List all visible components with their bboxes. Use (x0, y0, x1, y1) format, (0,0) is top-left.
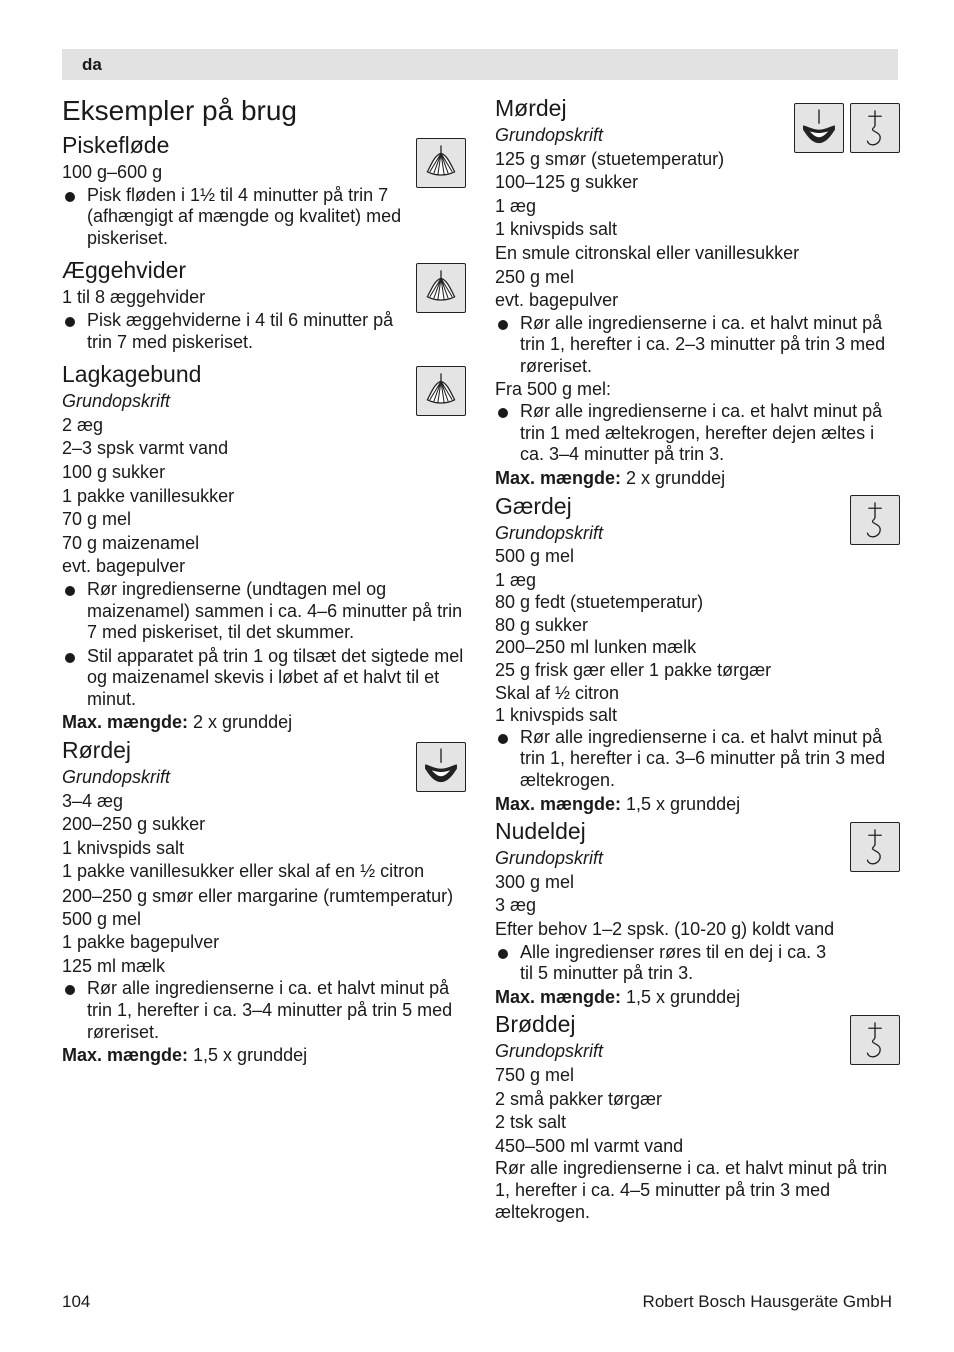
icon-group (850, 1015, 900, 1065)
max-label: Max. mængde: (62, 1045, 189, 1066)
ingredient-line: 25 g frisk gær eller 1 pakke tørgær (495, 660, 772, 681)
beater-icon (416, 742, 466, 792)
section-title: Gærdej (495, 492, 572, 519)
ingredient-line: 750 g mel (495, 1064, 575, 1085)
instruction-bullet: Pisk æggehviderne i 4 til 6 minutter på trin 7 med piskeriset. (62, 310, 466, 353)
section-rordej (62, 735, 466, 1068)
max-amount (62, 1044, 466, 1068)
section-lagkagebund (62, 359, 466, 735)
ingredient-line: 250 g mel (495, 266, 575, 287)
ingredient-line: 70 g maizenamel (62, 532, 200, 553)
ingredient-line: En smule citronskal eller vanillesukker (495, 242, 800, 263)
section-gaerdej (495, 491, 900, 817)
section-piskeflode (62, 130, 466, 249)
ingredient-line: 1 pakke bagepulver (62, 932, 220, 953)
recipe-subtitle: Grundopskrift (495, 125, 604, 145)
ingredient-line: 1 til 8 æggehvider (62, 287, 206, 308)
ingredient-line: 100 g–600 g (62, 162, 163, 182)
ingredient-line: 1 pakke vanillesukker (62, 485, 235, 506)
ingredient-line: 125 ml mælk (62, 955, 166, 976)
ingredient-line: 80 g fedt (stuetemperatur) (495, 592, 704, 613)
section-title: Nudeldej (495, 818, 586, 845)
left-column (62, 92, 466, 1068)
ingredient-line: 3 æg (495, 895, 537, 916)
max-label: Max. mængde: (62, 712, 189, 733)
max-value: 1,5 x grunddej (621, 986, 741, 1007)
section-title: Æggehvider (62, 257, 187, 284)
dough-hook-icon (850, 1015, 900, 1065)
language-code: da (82, 55, 102, 74)
whisk-icon (416, 138, 466, 188)
instruction-bullet: Rør alle ingredienserne i ca. et halvt minut på trin 1, herefter i ca. 3–6 minutter på trin 3 med æltekrogen. (495, 727, 900, 792)
section-title: Rørdej (62, 737, 132, 764)
section-title: Brøddej (495, 1011, 576, 1038)
ingredient-line: evt. bagepulver (62, 556, 186, 577)
ingredient-line: 3–4 æg (62, 790, 124, 811)
page-title: Eksempler på brug (62, 95, 298, 126)
ingredient-line: 300 g mel (495, 871, 575, 892)
ingredient-line: 2–3 spsk varmt vand (62, 438, 229, 459)
max-label: Max. mængde: (495, 467, 622, 488)
page-number: 104 (62, 1292, 91, 1311)
language-bar (62, 49, 898, 80)
icon-group (850, 822, 900, 872)
ingredient-line: 2 æg (62, 414, 104, 435)
ingredient-line: Efter behov 1–2 spsk. (10-20 g) koldt vand (495, 919, 835, 939)
recipe-subtitle: Grundopskrift (62, 391, 171, 412)
icon-group (794, 103, 900, 153)
max-amount (495, 793, 900, 817)
ingredient-line: 100–125 g sukker (495, 172, 639, 193)
ingredient-line: 1 pakke vanillesukker eller skal af en ½ citron (62, 861, 425, 882)
recipe-subtitle: Grundopskrift (62, 767, 171, 788)
ingredient-line: 70 g mel (62, 509, 132, 530)
section-title: Piskefløde (62, 132, 170, 158)
icon-group (416, 138, 466, 188)
dough-hook-icon (850, 822, 900, 872)
max-amount (495, 986, 900, 1010)
instruction-bullet: Rør alle ingredienserne i ca. et halvt minut på trin 1, herefter i ca. 3–4 minutter på trin 5 med røreriset. (62, 978, 466, 1043)
instruction-bullet: Rør ingredienserne (undtagen mel og maizenamel) sammen i ca. 4–6 minutter på trin 7 med piskeriset, til det skummer. (62, 579, 466, 644)
ingredient-line: 450–500 ml varmt vand (495, 1135, 684, 1156)
ingredient-line: 200–250 g smør eller margarine (rumtemperatur) (62, 886, 454, 907)
dough-hook-icon (850, 495, 900, 545)
recipe-subtitle: Grundopskrift (495, 522, 604, 543)
dough-hook-icon (850, 103, 900, 153)
section-title: Mørdej (495, 95, 567, 121)
max-value: 1,5 x grunddej (621, 793, 741, 814)
ingredient-line: 80 g sukker (495, 614, 589, 635)
note-line: Fra 500 g mel: (495, 378, 612, 399)
instruction-bullet: Rør alle ingredienserne i ca. et halvt minut på trin 1 med æltekrogen, herefter dejen æltes i ca. 3–4 minutter på trin 3. (495, 401, 900, 466)
ingredient-line: 200–250 g sukker (62, 814, 206, 835)
icon-group (850, 495, 900, 545)
instruction-paragraph: Rør alle ingredienserne i ca. et halvt minut på trin 1, herefter i ca. 4–5 minutter på trin 3 med æltekrogen. (495, 1158, 888, 1222)
section-title: Lagkagebund (62, 361, 202, 388)
max-value: 2 x grunddej (188, 712, 293, 733)
ingredient-line: Skal af ½ citron (495, 682, 620, 703)
ingredient-line: 1 æg (495, 569, 537, 590)
section-nudeldej (495, 816, 900, 1009)
ingredient-line: 1 knivspids salt (62, 837, 185, 858)
ingredient-line: 1 knivspids salt (495, 219, 618, 240)
ingredient-line: 2 tsk salt (495, 1112, 567, 1133)
section-broddej (495, 1009, 900, 1223)
section-aeggehvider (62, 255, 466, 353)
icon-group (416, 366, 466, 416)
ingredient-line: 1 knivspids salt (495, 705, 618, 726)
ingredient-line: 125 g smør (stuetemperatur) (495, 148, 725, 169)
ingredient-line: 500 g mel (62, 908, 142, 929)
right-column (495, 93, 900, 1223)
max-amount (62, 711, 466, 735)
company-name: Robert Bosch Hausgeräte GmbH (642, 1292, 892, 1311)
recipe-subtitle: Grundopskrift (495, 848, 604, 869)
section-mordej (495, 93, 900, 491)
max-value: 2 x grunddej (621, 467, 726, 488)
whisk-icon (416, 263, 466, 313)
ingredient-line: 1 æg (495, 195, 537, 216)
instruction-bullet: Rør alle ingredienserne i ca. et halvt minut på trin 1, herefter i ca. 2–3 minutter på trin 3 med røreriset. (495, 313, 900, 378)
beater-icon (794, 103, 844, 153)
instruction-bullet: Stil apparatet på trin 1 og tilsæt det sigtede mel og maizenamel skevis i løbet af et halvt til et minut. (62, 646, 466, 711)
ingredient-line: evt. bagepulver (495, 290, 619, 311)
icon-group (416, 742, 466, 792)
ingredient-line: 500 g mel (495, 546, 575, 567)
icon-group (416, 263, 466, 313)
max-value: 1,5 x grunddej (188, 1045, 308, 1066)
ingredient-line: 100 g sukker (62, 461, 166, 482)
ingredient-line: 200–250 ml lunken mælk (495, 637, 697, 658)
max-label: Max. mængde: (495, 793, 622, 814)
max-amount (495, 467, 900, 491)
max-label: Max. mængde: (495, 986, 622, 1007)
recipe-subtitle: Grundopskrift (495, 1041, 604, 1062)
instruction-bullet: Alle ingredienser røres til en dej i ca. 3 til 5 minutter på trin 3. (495, 942, 900, 985)
ingredient-line: 2 små pakker tørgær (495, 1088, 663, 1109)
instruction-bullet: Pisk fløden i 1½ til 4 minutter på trin 7 (afhængigt af mængde og kvalitet) med piskeriset. (62, 185, 466, 250)
whisk-icon (416, 366, 466, 416)
